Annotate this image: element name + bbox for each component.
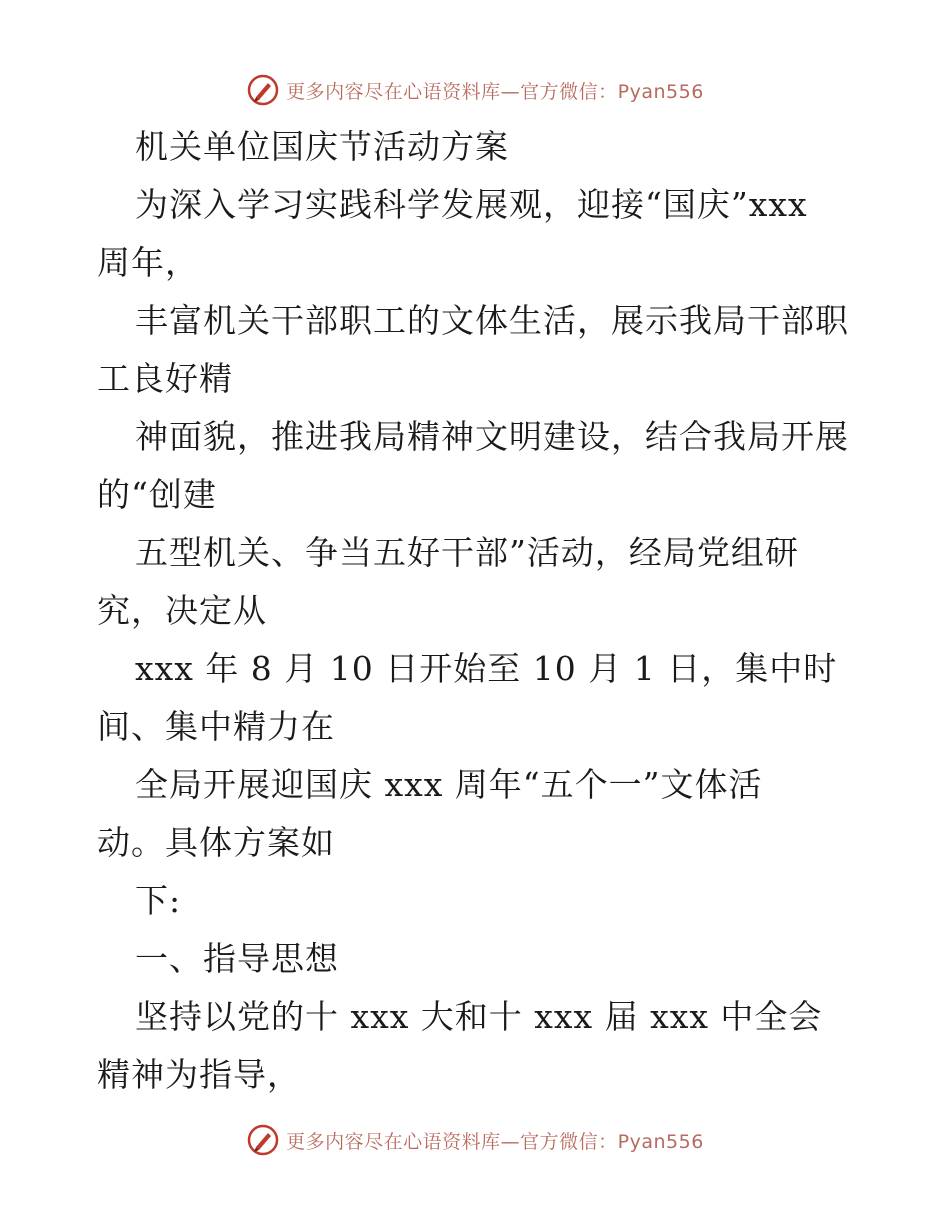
footer-banner <box>0 1120 950 1160</box>
paragraph-line: 为深入学习实践科学发展观，迎接“国庆”xxx <box>135 185 808 224</box>
section-heading: 一、指导思想 <box>135 939 339 978</box>
paragraph-line: 的“创建 <box>97 475 217 514</box>
document-body <box>97 118 857 1104</box>
header-banner-text: 更多内容尽在心语资料库—官方微信：Pyan556 <box>286 80 704 103</box>
pen-logo-icon <box>246 1123 280 1157</box>
paragraph-line: 五型机关、争当五好干部”活动，经局党组研 <box>135 533 799 572</box>
paragraph-line: 神面貌，推进我局精神文明建设，结合我局开展 <box>135 417 849 456</box>
paragraph-line: xxx 年 8 月 10 日开始至 10 月 1 日，集中时 <box>135 649 838 688</box>
paragraph-line: 全局开展迎国庆 xxx 周年“五个一”文体活 <box>135 765 763 804</box>
paragraph-line: 下: <box>135 881 182 920</box>
paragraph-line: 周年， <box>97 243 199 282</box>
paragraph-line: 工良好精 <box>97 359 233 398</box>
paragraph-line: 间、集中精力在 <box>97 707 335 746</box>
paragraph-line: 动。具体方案如 <box>97 823 335 862</box>
paragraph-line: 精神为指导， <box>97 1055 301 1094</box>
footer-banner-text: 更多内容尽在心语资料库—官方微信：Pyan556 <box>286 1130 704 1153</box>
paragraph-line: 究，决定从 <box>97 591 267 630</box>
document-title: 机关单位国庆节活动方案 <box>135 127 509 166</box>
pen-logo-icon <box>246 73 280 107</box>
paragraph-line: 坚持以党的十 xxx 大和十 xxx 届 xxx 中全会 <box>135 997 823 1036</box>
paragraph-line: 丰富机关干部职工的文体生活，展示我局干部职 <box>135 301 849 340</box>
header-banner <box>0 70 950 110</box>
